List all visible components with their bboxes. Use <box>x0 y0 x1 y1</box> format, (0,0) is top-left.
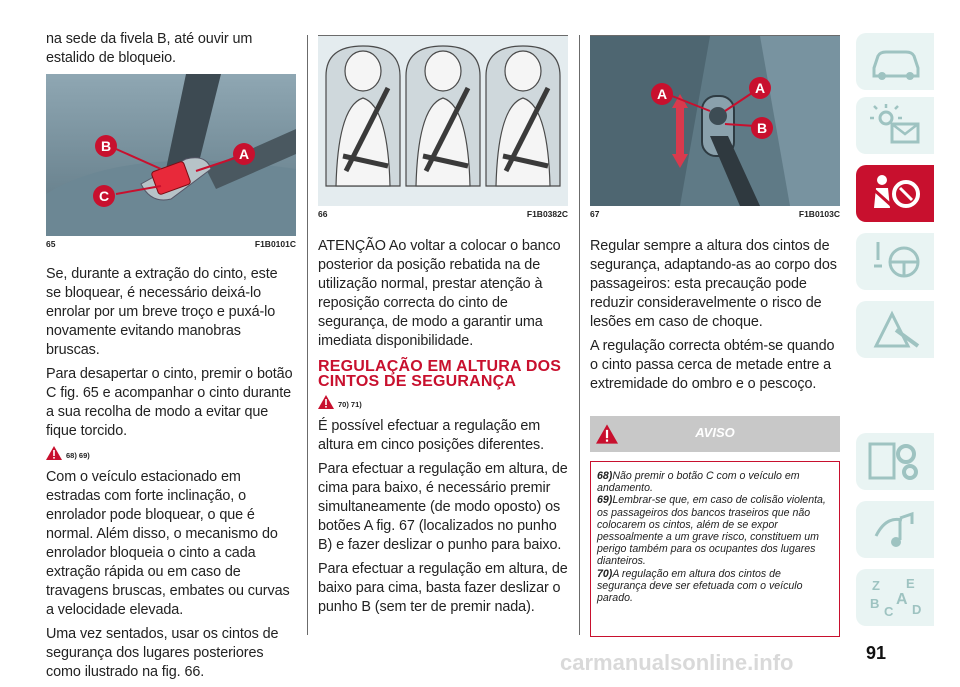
watermark: carmanualsonline.info <box>560 650 794 675</box>
warning-item <box>597 470 833 494</box>
tab-index[interactable] <box>856 569 934 626</box>
warning-item-number: 69) <box>597 494 613 507</box>
column-2 <box>318 0 568 622</box>
warning-header <box>590 416 840 452</box>
paragraph: Para efectuar a regulação em altura, de baixo para cima, basta fazer deslizar o punho B (sem ter de premir nada). <box>318 561 568 615</box>
warning-triangle-icon <box>318 395 334 409</box>
figure-66 <box>318 36 568 206</box>
rear-seats-belts-illustration <box>318 36 568 206</box>
svg-text:Z: Z <box>872 578 880 593</box>
intro-text: na sede da fivela B, até ouvir um estalido de bloqueio. <box>46 31 253 66</box>
warning-reference <box>318 395 568 409</box>
column-divider-1 <box>307 35 308 635</box>
figure-caption <box>46 239 296 251</box>
warning-item-number: 70) <box>597 567 613 580</box>
warning-item <box>597 568 833 605</box>
label-c: C <box>98 188 110 204</box>
paragraph: Se, durante a extração do cinto, este se bloquear, é necessário deixá-lo enrolar por um breve troço e puxá-lo novamente evitando manobras bruscas. <box>46 266 278 358</box>
paragraph: ATENÇÃO Ao voltar a colocar o banco posterior da posição rebatida na de utilização normal, prestar atenção à reposição correcta do cinto de segurança, de modo a garantir uma imediata disponibilidade. <box>318 238 561 349</box>
page-number: 91 <box>866 643 887 663</box>
label-b: B <box>100 138 112 154</box>
seatbelt-airbag-icon <box>866 170 924 216</box>
car-icon <box>866 38 924 84</box>
tab-emergency[interactable] <box>856 301 934 358</box>
paragraph: A regulação correcta obtém-se quando o cinto passa cerca de metade entre a extremidade do ombro e o pescoço. <box>590 338 835 392</box>
tab-starting-driving[interactable] <box>856 233 934 290</box>
paragraph: Para desapertar o cinto, premir o botão C fig. 65 e acompanhar o cinto durante a sua recolha de modo a evitar que fique torcido. <box>46 366 293 439</box>
figure-number: 66 <box>318 209 328 219</box>
warning-item-text: Não premir o botão C com o veículo em andamento. <box>597 470 800 495</box>
tab-maintenance[interactable] <box>856 433 934 490</box>
warning-item-text: A regulação em altura dos cintos de segurança deve ser efetuada com o veículo parado. <box>597 567 803 605</box>
figure-67 <box>590 36 840 206</box>
paragraph: É possível efectuar a regulação em altura em cinco posições diferentes. <box>318 418 544 453</box>
column-1 <box>46 0 296 687</box>
paragraph: Regular sempre a altura dos cintos de segurança, adaptando-as ao corpo dos passageiros: esta precaução pode reduzir consideravelmente o risco de lesões em caso de choque. <box>590 238 837 330</box>
paragraph: Com o veículo estacionado em estradas com forte inclinação, o enrolador pode bloquear, o que é normal. Além disso, o mecanismo do enrolador bloqueia o cinto a cada extração rápida ou em caso de travagens bruscas, embates ou curvas a velocidade elevada. <box>46 469 290 618</box>
section-heading: REGULAÇÃO EM ALTURA DOS CINTOS DE SEGURANÇA <box>318 358 562 390</box>
warning-item-text: Lembrar-se que, em caso de colisão violenta, os passageiros dos bancos traseiros que não colocarem os cintos, além de se expor pessoalmente a um grave risco, constituem um perigo também para os ocupantes dos lugares dianteiros. <box>597 494 826 568</box>
tab-safety[interactable] <box>856 165 934 222</box>
figure-65 <box>46 74 296 236</box>
paragraph: Uma vez sentados, usar os cintos de segurança dos lugares posteriores como ilustrado na fig. 66. <box>46 626 279 680</box>
warning-box <box>590 461 840 637</box>
figure-number: 65 <box>46 239 56 249</box>
tab-car-dashboard[interactable] <box>856 33 934 90</box>
warning-triangle-icon <box>46 446 62 460</box>
svg-text:D: D <box>912 602 922 617</box>
warning-title: AVISO <box>695 425 735 440</box>
svg-text:B: B <box>870 596 880 611</box>
warning-item <box>597 494 833 567</box>
emergency-triangle-icon <box>866 306 924 352</box>
figure-number: 67 <box>590 209 600 219</box>
tab-multimedia[interactable] <box>856 501 934 558</box>
paragraph: Para efectuar a regulação em altura, de cima para baixo, é necessário premir simultaneamente (de modo oposto) os botões A fig. 67 (localizados no punho B) e fazer deslizar o punho para baixo. <box>318 461 568 553</box>
warning-reference <box>46 446 296 460</box>
belt-height-adjuster-illustration <box>590 36 840 206</box>
lights-message-icon <box>866 102 924 148</box>
steering-wheel-icon <box>866 238 924 284</box>
svg-text:E: E <box>906 576 915 591</box>
warning-item-number: 68) <box>597 470 613 482</box>
tab-warning-lights[interactable] <box>856 97 934 154</box>
label-a: A <box>754 80 766 96</box>
music-note-icon <box>866 506 924 552</box>
label-a: A <box>238 146 250 162</box>
label-b: B <box>756 120 768 136</box>
column-3 <box>590 0 840 637</box>
label-a: A <box>656 86 668 102</box>
svg-text:C: C <box>884 604 894 619</box>
alphabet-index-icon <box>866 574 924 620</box>
figure-code: F1B0382C <box>526 209 568 219</box>
figure-caption <box>318 209 568 221</box>
warning-ref-numbers: 68) 69) <box>66 451 90 460</box>
gears-icon <box>866 438 924 484</box>
warning-ref-numbers: 70) 71) <box>338 400 362 409</box>
column-divider-2 <box>579 35 580 635</box>
figure-code: F1B0101C <box>254 239 296 249</box>
figure-code: F1B0103C <box>798 209 840 219</box>
seatbelt-buckle-illustration <box>46 74 296 236</box>
svg-text:A: A <box>896 591 908 608</box>
figure-caption <box>590 209 840 221</box>
